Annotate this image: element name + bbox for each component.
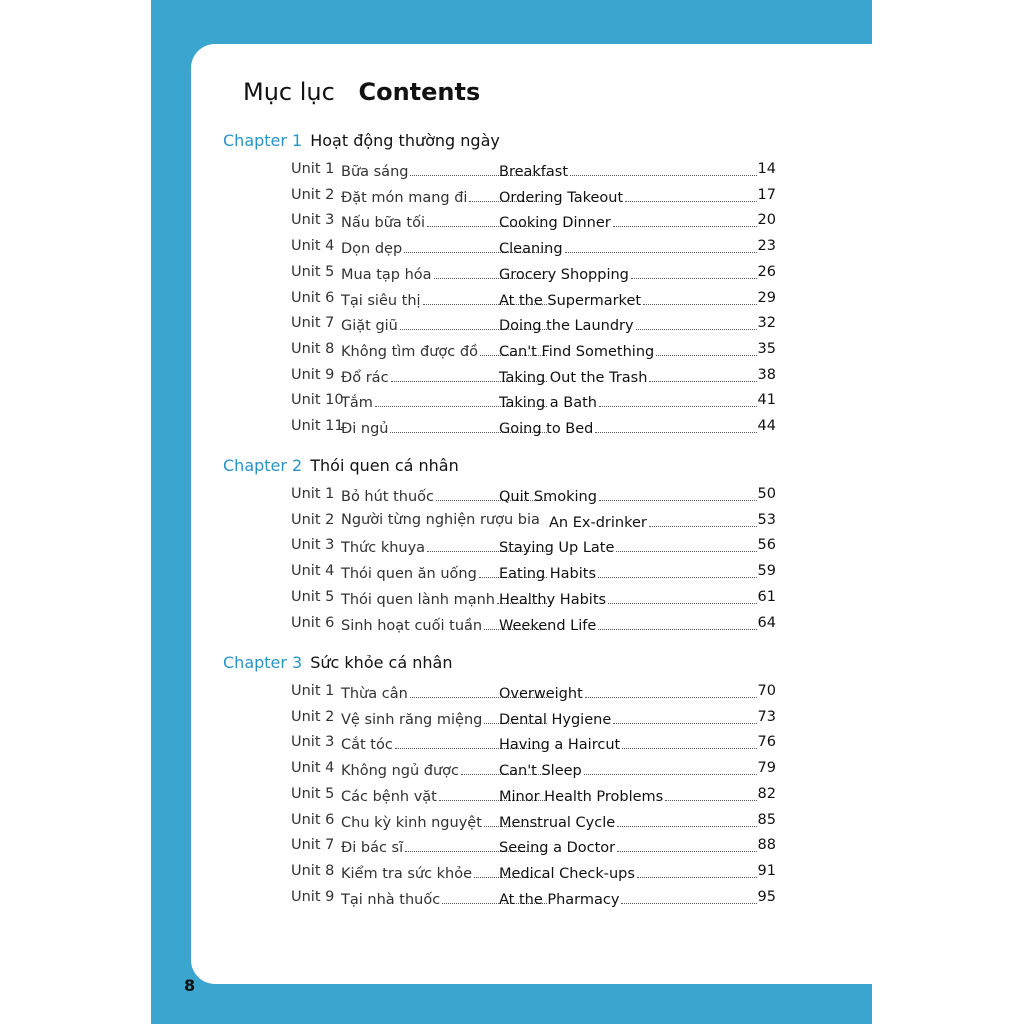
vietnamese-title: Không ngủ được: [341, 763, 460, 780]
leader-dots: [598, 615, 757, 630]
english-title: Staying Up Late: [499, 540, 615, 557]
leader-dots: [565, 238, 757, 253]
title-vietnamese: Mục lục: [243, 78, 335, 106]
english-entry: [499, 734, 759, 753]
page-ref: 23: [757, 238, 776, 255]
english-entry: [499, 341, 759, 360]
english-entry: [499, 212, 759, 231]
page-ref: 38: [757, 366, 776, 383]
english-title: At the Supermarket: [499, 292, 642, 309]
leader-dots: [656, 341, 757, 356]
toc-row[interactable]: [291, 187, 776, 209]
vietnamese-title: Tắm: [341, 395, 373, 412]
toc-row[interactable]: [291, 786, 776, 808]
vietnamese-title: Đi ngủ: [341, 421, 389, 437]
page-ref: 53: [757, 511, 776, 528]
english-title: Having a Haircut: [499, 737, 621, 754]
page-ref: 61: [757, 588, 776, 605]
chapter-heading: [223, 653, 452, 675]
english-entry: [499, 187, 759, 206]
unit-number: Unit 3: [291, 537, 335, 554]
english-title: Ordering Takeout: [499, 189, 624, 206]
leader-dots: [598, 563, 757, 578]
toc-row[interactable]: [291, 812, 776, 834]
unit-number: Unit 9: [291, 366, 335, 383]
chapter-label: Chapter 3: [223, 653, 303, 672]
toc-row[interactable]: [291, 161, 776, 183]
page-ref: 88: [757, 837, 776, 854]
unit-number: Unit 5: [291, 588, 335, 605]
chapter-title: Hoạt động thường ngày: [310, 131, 500, 150]
english-entry: [499, 418, 759, 437]
leader-dots: [665, 786, 757, 801]
vietnamese-title: Giặt giũ: [341, 318, 398, 335]
page-ref: 32: [757, 315, 776, 332]
english-entry: [549, 512, 759, 531]
english-entry: [499, 367, 759, 386]
unit-number: Unit 6: [291, 289, 335, 306]
chapter-title: Thói quen cá nhân: [310, 456, 459, 475]
leader-dots: [599, 486, 757, 501]
leader-dots: [595, 418, 757, 433]
page-ref: 20: [757, 212, 776, 229]
vietnamese-title: Vệ sinh răng miệng: [341, 711, 483, 728]
toc-row[interactable]: [291, 863, 776, 885]
english-title: Grocery Shopping: [499, 266, 629, 283]
leader-dots: [621, 889, 757, 904]
english-entry: [499, 264, 759, 283]
vietnamese-title: Dọn dẹp: [341, 241, 403, 258]
toc-row[interactable]: [291, 212, 776, 234]
page-ref: 35: [757, 340, 776, 357]
page-ref: 85: [757, 811, 776, 828]
page-ref: 82: [757, 785, 776, 802]
english-entry: [499, 537, 759, 556]
leader-dots: [649, 367, 757, 382]
english-entry: [499, 589, 759, 608]
chapter-title: Sức khỏe cá nhân: [310, 653, 453, 672]
toc-row[interactable]: [291, 563, 776, 585]
unit-number: Unit 10: [291, 392, 344, 409]
page-ref: 44: [757, 418, 776, 434]
toc-row[interactable]: [291, 683, 776, 705]
unit-number: Unit 1: [291, 161, 335, 177]
english-title: Taking Out the Trash: [499, 369, 648, 386]
toc-row[interactable]: [291, 889, 776, 911]
english-title: Eating Habits: [499, 566, 597, 583]
vietnamese-title: Sinh hoạt cuối tuần: [341, 617, 483, 634]
english-entry: [499, 392, 759, 411]
toc-row[interactable]: [291, 734, 776, 756]
vietnamese-title: Tại siêu thị: [341, 292, 421, 309]
vietnamese-title: Không tìm được đồ: [341, 343, 478, 360]
page-ref: 70: [757, 683, 776, 699]
english-entry: [499, 683, 759, 702]
leader-dots: [608, 589, 757, 604]
english-title: Quit Smoking: [499, 489, 597, 505]
english-entry: [499, 563, 759, 582]
leader-dots: [617, 812, 757, 827]
unit-number: Unit 7: [291, 837, 335, 854]
page-ref: 59: [757, 563, 776, 580]
page-ref: 50: [757, 486, 776, 502]
english-title: Doing the Laundry: [499, 318, 634, 335]
unit-number: Unit 5: [291, 785, 335, 802]
english-entry: [499, 863, 759, 882]
page-ref: 14: [757, 161, 776, 177]
title-english: Contents: [358, 78, 481, 106]
vietnamese-title: Thói quen ăn uống: [341, 566, 477, 583]
toc-row[interactable]: [291, 367, 776, 389]
unit-number: Unit 3: [291, 212, 335, 229]
unit-number: Unit 5: [291, 263, 335, 280]
unit-number: Unit 9: [291, 888, 335, 905]
toc-row[interactable]: [291, 615, 776, 637]
vietnamese-title: Chu kỳ kinh nguyệt: [341, 814, 482, 831]
vietnamese-title: Đổ rác: [341, 369, 389, 386]
unit-number: Unit 4: [291, 238, 335, 255]
vietnamese-title: Cắt tóc: [341, 737, 393, 754]
page-ref: 41: [757, 392, 776, 409]
page-ref: 76: [757, 734, 776, 751]
leader-dots: [617, 837, 757, 852]
english-title: Menstrual Cycle: [499, 814, 616, 831]
leader-dots: [584, 760, 757, 775]
page-ref: 26: [757, 263, 776, 280]
toc-row[interactable]: [291, 392, 776, 414]
unit-number: Unit 8: [291, 340, 335, 357]
toc-row[interactable]: [291, 709, 776, 731]
vietnamese-title: Kiểm tra sức khỏe: [341, 865, 473, 882]
english-title: Weekend Life: [499, 617, 597, 634]
english-entry: [499, 889, 759, 908]
english-title: Breakfast: [499, 164, 569, 180]
toc-row[interactable]: [291, 486, 776, 508]
toc-row[interactable]: [291, 341, 776, 363]
toc-row[interactable]: [291, 512, 776, 534]
leader-dots: [616, 537, 757, 552]
vietnamese-title: Đi bác sĩ: [341, 840, 404, 857]
english-title: Going to Bed: [499, 421, 594, 437]
vietnamese-title: Các bệnh vặt: [341, 788, 437, 805]
english-title: Cooking Dinner: [499, 215, 611, 232]
toc-row[interactable]: [291, 290, 776, 312]
english-title: Dental Hygiene: [499, 711, 612, 728]
english-title: Taking a Bath: [499, 395, 597, 412]
english-entry: [499, 812, 759, 831]
english-title: Medical Check-ups: [499, 865, 635, 882]
leader-dots: [649, 512, 757, 527]
page-ref: 91: [757, 862, 776, 879]
toc-row[interactable]: [291, 760, 776, 782]
page-title: [243, 78, 480, 106]
english-entry: [499, 315, 759, 334]
toc-row[interactable]: [291, 238, 776, 260]
toc-row[interactable]: [291, 315, 776, 337]
toc-row[interactable]: [291, 264, 776, 286]
english-title: Healthy Habits: [499, 591, 607, 608]
vietnamese-title: Tại nhà thuốc: [341, 891, 441, 908]
unit-number: Unit 6: [291, 811, 335, 828]
unit-number: Unit 1: [291, 486, 335, 502]
chapter-heading: [223, 456, 459, 478]
english-entry: [499, 615, 759, 634]
leader-dots: [637, 863, 757, 878]
unit-number: Unit 8: [291, 862, 335, 879]
leader-dots: [585, 683, 757, 698]
leader-dots: [613, 212, 757, 227]
vietnamese-title: Bỏ hút thuốc: [341, 489, 435, 505]
page-ref: 29: [757, 289, 776, 306]
unit-number: Unit 7: [291, 315, 335, 332]
leader-dots: [631, 264, 757, 279]
vietnamese-title: Thừa cân: [341, 686, 408, 702]
unit-number: Unit 2: [291, 511, 335, 528]
unit-number: Unit 4: [291, 563, 335, 580]
toc-row[interactable]: [291, 837, 776, 859]
english-entry: [499, 290, 759, 309]
vietnamese-title: Nấu bữa tối: [341, 215, 426, 232]
page-ref: 64: [757, 614, 776, 631]
english-entry: [499, 238, 759, 257]
english-title: At the Pharmacy: [499, 891, 620, 908]
unit-number: Unit 6: [291, 614, 335, 631]
chapter-label: Chapter 2: [223, 456, 303, 475]
leader-dots: [599, 392, 757, 407]
vietnamese-title: Thức khuya: [341, 540, 426, 557]
english-entry: [499, 709, 759, 728]
english-title: An Ex-drinker: [549, 514, 647, 531]
english-entry: [499, 486, 759, 505]
unit-number: Unit 2: [291, 708, 335, 725]
leader-dots: [625, 187, 757, 202]
page-ref: 79: [757, 760, 776, 777]
vietnamese-title: Thói quen lành mạnh: [341, 591, 495, 608]
leader-dots: [636, 315, 757, 330]
english-title: Can't Sleep: [499, 763, 582, 780]
vietnamese-title: Đặt món mang đi: [341, 189, 468, 206]
toc-row[interactable]: [291, 418, 776, 440]
vietnamese-title: Bữa sáng: [341, 164, 409, 180]
english-entry: [499, 837, 759, 856]
leader-dots: [570, 161, 757, 176]
toc-row[interactable]: [291, 537, 776, 559]
english-title: Overweight: [499, 686, 583, 702]
leader-dots: [643, 290, 757, 305]
unit-number: Unit 3: [291, 734, 335, 751]
vietnamese-title: Người từng nghiện rượu bia: [341, 511, 540, 528]
chapter-heading: [223, 131, 500, 153]
chapter-label: Chapter 1: [223, 131, 303, 150]
page-ref: 56: [757, 537, 776, 554]
toc-row[interactable]: [291, 589, 776, 611]
unit-number: Unit 1: [291, 683, 335, 699]
english-title: Seeing a Doctor: [499, 840, 616, 857]
unit-number: Unit 2: [291, 186, 335, 203]
english-entry: [499, 760, 759, 779]
page-ref: 95: [757, 888, 776, 905]
page-number: 8: [184, 976, 196, 995]
english-entry: [499, 161, 759, 180]
page-ref: 17: [757, 186, 776, 203]
leader-dots: [613, 709, 757, 724]
english-title: Minor Health Problems: [499, 788, 664, 805]
english-title: Can't Find Something: [499, 343, 655, 360]
vietnamese-title: Mua tạp hóa: [341, 266, 432, 283]
english-title: Cleaning: [499, 241, 563, 258]
english-entry: [499, 786, 759, 805]
page-ref: 73: [757, 708, 776, 725]
unit-number: Unit 11: [291, 418, 344, 434]
leader-dots: [622, 734, 757, 749]
unit-number: Unit 4: [291, 760, 335, 777]
